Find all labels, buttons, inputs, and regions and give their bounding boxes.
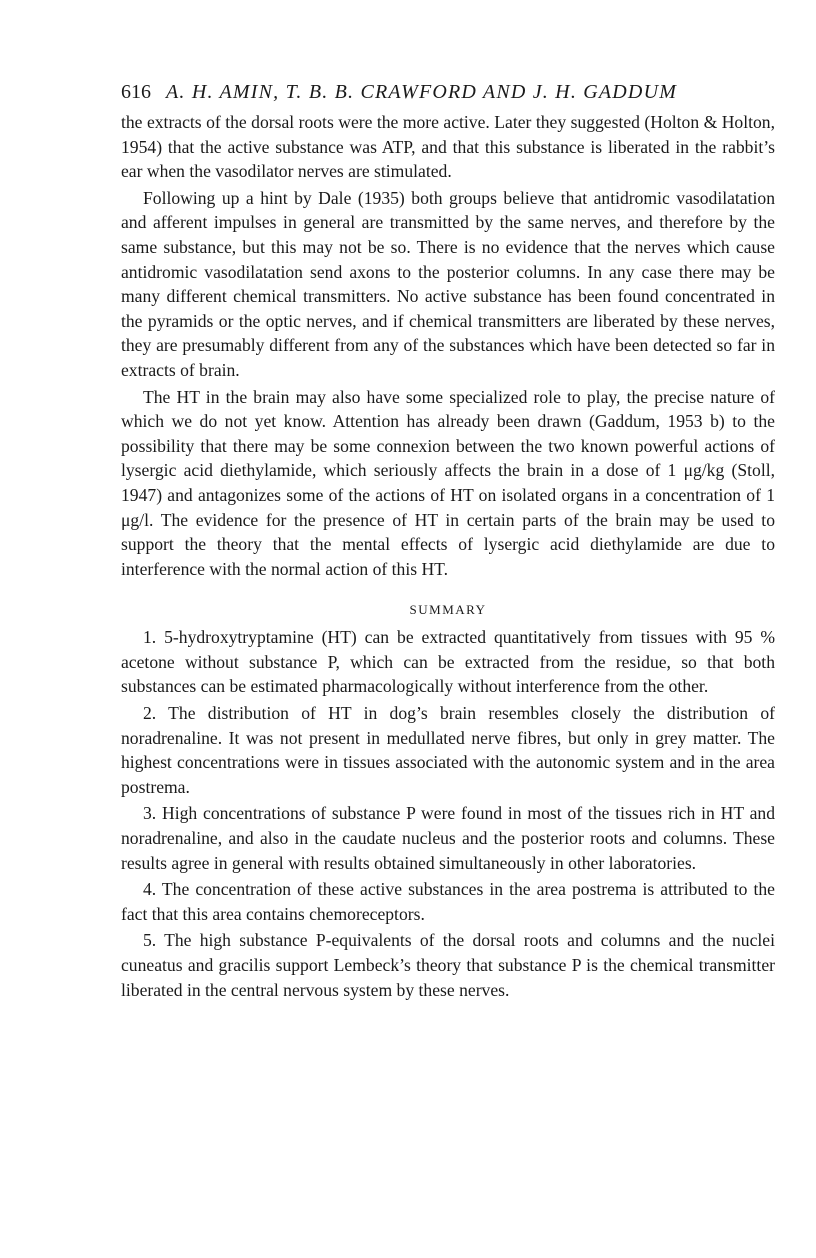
page — [121, 78, 775, 1004]
running-head-authors: A. H. AMIN, T. B. B. CRAWFORD AND J. H. GADDUM — [166, 81, 678, 103]
body-paragraph: the extracts of the dorsal roots were the more active. Later they suggested (Holton & Holton, 1954) that the active substance was ATP, and that this substance is liberated in the rabbit’s ear when the vasodilator nerves are stimulated. — [121, 112, 775, 182]
summary-item: 3. High concentrations of substance P were found in most of the tissues rich in HT and noradrenaline, and also in the caudate nucleus and the posterior roots and columns. These results agree in general with results obtained simultaneously in other laboratories. — [121, 803, 775, 873]
running-head — [121, 78, 775, 106]
summary-item: 1. 5-hydroxytryptamine (HT) can be extracted quantitatively from tissues with 95 % acetone without substance P, which can be extracted from the residue, so that both substances can be estimated pharmacologically without interference from the other. — [121, 627, 775, 697]
page-number: 616 — [121, 81, 151, 103]
summary-heading: SUMMARY — [409, 602, 487, 618]
body-paragraph: Following up a hint by Dale (1935) both groups believe that antidromic vasodilatation and afferent impulses in general are transmitted by the same nerves, and therefore by the same substance, but this may not be so. There is no evidence that the nerves which cause antidromic vasodilatation send axons to the posterior columns. In any case there may be many different chemical transmitters. No active substance has been found concentrated in the pyramids or the optic nerves, and if chemical transmitters are liberated by these nerves, they are presumably different from any of the substances which have been detected so far in extracts of brain. — [121, 187, 775, 380]
body-paragraph: The HT in the brain may also have some specialized role to play, the precise nature of which we do not yet know. Attention has already been drawn (Gaddum, 1953 b) to the possibility that there may be some connexion between the two known powerful actions of lysergic acid diethylamide, which seriously affects the brain in a dose of 1 μg/kg (Stoll, 1947) and antagonizes some of the actions of HT on isolated organs in a concentration of 1 μg/l. The evidence for the presence of HT in certain parts of the brain may be used to support the theory that the mental effects of lysergic acid diethylamide are due to interference with the normal action of this HT. — [121, 386, 775, 579]
summary-item: 5. The high substance P-equivalents of the dorsal roots and columns and the nuclei cuneatus and gracilis support Lembeck’s theory that substance P is the chemical transmitter liberated in the central nervous system by these nerves. — [121, 930, 775, 1000]
summary-item: 2. The distribution of HT in dog’s brain resembles closely the distribution of noradrenaline. It was not present in medullated nerve fibres, but only in grey matter. The highest concentrations were in tissues associated with the autonomic system and in the area postrema. — [121, 703, 775, 797]
summary-item: 4. The concentration of these active substances in the area postrema is attributed to the fact that this area contains chemoreceptors. — [121, 879, 775, 924]
